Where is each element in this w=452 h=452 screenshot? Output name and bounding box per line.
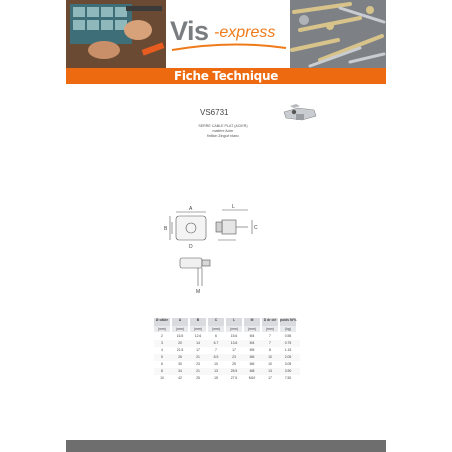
table-cell: 3 <box>161 341 163 345</box>
table-unit-row <box>154 326 300 333</box>
table-cell: 23 <box>232 355 236 359</box>
column-header: C <box>208 318 224 326</box>
table-cell: 23 <box>196 362 200 366</box>
table-cell: 12.6 <box>194 334 202 338</box>
table-cell: 7 <box>215 348 217 352</box>
table-cell: 10 <box>268 355 272 359</box>
vis-express-logo <box>170 14 288 54</box>
table-row <box>154 368 300 375</box>
table-cell: 21 <box>196 369 200 373</box>
table-cell: M4 <box>249 334 255 338</box>
table-cell: 10 <box>214 362 218 366</box>
table-body <box>154 333 300 382</box>
table-cell: 14 <box>196 341 200 345</box>
table-row <box>154 340 300 347</box>
table-cell: 17 <box>196 348 200 352</box>
table-row <box>154 375 300 382</box>
table-cell: 0.75 <box>284 341 292 345</box>
table-cell: 7 <box>269 334 271 338</box>
dim-label-b: B <box>164 226 168 232</box>
table-cell: M6 <box>249 355 255 359</box>
dim-label-m: M <box>196 289 201 295</box>
screws-photo-graphic <box>290 0 386 68</box>
unit-cell: (mm) <box>190 326 206 332</box>
table-cell: 26 <box>178 355 182 359</box>
technical-sheet <box>66 0 386 452</box>
table-cell: 2 <box>161 334 163 338</box>
table-cell: 7 <box>269 341 271 345</box>
product-description <box>178 124 268 139</box>
table-cell: 34 <box>178 369 182 373</box>
column-header: Ø câble <box>154 318 170 326</box>
description-line: finition Zingué blanc <box>207 134 239 138</box>
table-cell: 13 <box>268 369 272 373</box>
table-cell: 4 <box>161 348 163 352</box>
table-cell: 6 <box>161 362 163 366</box>
table-cell: 25.5 <box>230 369 238 373</box>
column-header: A <box>172 318 188 326</box>
dimensions-table <box>154 318 300 382</box>
table-cell: 7.50 <box>284 376 292 380</box>
table-cell: 6.7 <box>213 341 219 345</box>
table-cell: 21 <box>196 355 200 359</box>
table-cell: 3.90 <box>284 369 292 373</box>
table-cell: 5 <box>161 355 163 359</box>
title-banner <box>66 68 386 84</box>
table-cell: 17 <box>232 348 236 352</box>
table-cell: 21.5 <box>176 348 184 352</box>
table-cell: 0.55 <box>284 334 292 338</box>
unit-cell: (mm) <box>262 326 278 332</box>
table-cell: 42 <box>178 376 182 380</box>
technical-drawing <box>158 196 268 296</box>
tools-photo-graphic <box>66 0 166 68</box>
dim-label-l: L <box>232 204 235 210</box>
page-footer <box>66 440 386 452</box>
table-cell: 13 <box>214 369 218 373</box>
dim-label-c: C <box>254 225 258 231</box>
table-cell: 6 <box>215 334 217 338</box>
dim-label-a: A <box>189 206 193 212</box>
table-cell: M5 <box>249 348 255 352</box>
table-row <box>154 333 300 340</box>
page-header <box>66 0 386 68</box>
table-cell: 20 <box>178 341 182 345</box>
logo-express-text: -express <box>214 24 276 41</box>
table-row <box>154 354 300 361</box>
table-cell: 1.15 <box>284 348 292 352</box>
table-cell: 15.6 <box>230 334 238 338</box>
table-cell: M10 <box>248 376 256 380</box>
table-cell: 30 <box>178 362 182 366</box>
tools-photo <box>66 0 166 68</box>
column-header: poids N/% <box>280 318 296 326</box>
banner-title: Fiche Technique <box>173 69 279 83</box>
table-cell: 16.5 <box>176 334 184 338</box>
column-header: L <box>226 318 242 326</box>
table-cell: 3.05 <box>284 362 292 366</box>
table-cell: 25 <box>196 376 200 380</box>
screws-photo <box>290 0 386 68</box>
table-cell: 8 <box>269 348 271 352</box>
description-line: matière Acier <box>212 129 234 133</box>
unit-cell: (mm) <box>244 326 260 332</box>
dim-label-d: D <box>189 244 193 250</box>
table-cell: 2.05 <box>284 355 292 359</box>
unit-cell: (mm) <box>226 326 242 332</box>
table-cell: 8 <box>161 369 163 373</box>
description-line: SERRE CABLE PLAT (ACIER) <box>198 124 248 128</box>
unit-cell: (mm) <box>172 326 188 332</box>
table-cell: 8.5 <box>213 355 219 359</box>
unit-cell: (mm) <box>208 326 224 332</box>
column-header: B <box>190 318 206 326</box>
table-row <box>154 347 300 354</box>
product-reference: VS6731 <box>200 108 229 117</box>
table-cell: 27.5 <box>230 376 238 380</box>
table-cell: 10 <box>160 376 164 380</box>
table-row <box>154 361 300 368</box>
table-cell: 15 <box>214 376 218 380</box>
unit-cell: (mm) <box>154 326 170 332</box>
table-cell: 25 <box>232 362 236 366</box>
table-cell: 13.6 <box>230 341 238 345</box>
table-cell: 10 <box>268 362 272 366</box>
product-photo <box>280 100 320 126</box>
logo-swoosh-icon <box>170 42 288 54</box>
column-header: M <box>244 318 260 326</box>
table-cell: 17 <box>268 376 272 380</box>
column-header: D dr clé <box>262 318 278 326</box>
unit-cell: (kg) <box>280 326 296 332</box>
table-cell: M8 <box>249 369 255 373</box>
table-cell: M4 <box>249 341 255 345</box>
logo-vis-text: Vis <box>170 16 209 46</box>
table-cell: M6 <box>249 362 255 366</box>
table-header-row <box>154 318 300 326</box>
